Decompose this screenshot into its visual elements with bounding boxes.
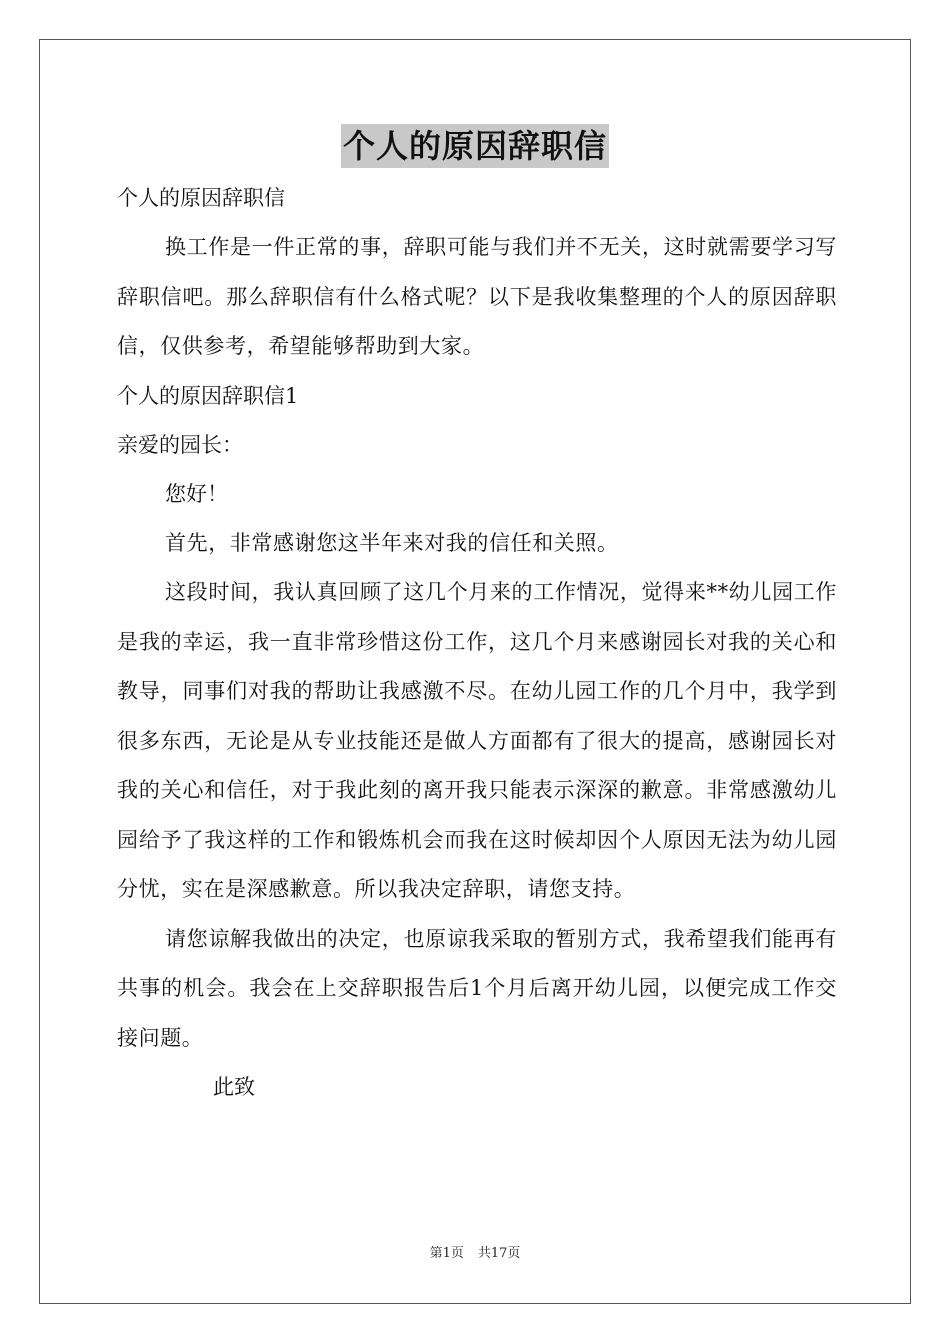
salutation: 亲爱的园长： (117, 432, 243, 457)
intro-paragraph: 换工作是一件正常的事，辞职可能与我们并不无关，这时就需要学习写辞职信吧。那么辞职信有什么格式呢？以下是我收集整理的个人的原因辞职信，仅供参考，希望能够帮助到大家。 (117, 235, 837, 358)
section-heading: 个人的原因辞职信1 (117, 383, 299, 408)
body-paragraph-1: 首先，非常感谢您这半年来对我的信任和关照。 (165, 530, 619, 555)
page-total: 共17页 (477, 1246, 521, 1261)
greeting: 您好！ (165, 481, 228, 506)
document-body (117, 174, 837, 1112)
page-number: 第1页 (429, 1246, 464, 1261)
body-paragraph-3: 请您谅解我做出的决定，也原谅我采取的暂别方式，我希望我们能再有共事的机会。我会在上交辞职报告后1个月后离开幼儿园，以便完成工作交接问题。 (117, 926, 837, 1050)
closing: 此致 (213, 1075, 255, 1099)
document-title: 个人的原因辞职信 (341, 124, 609, 168)
title-container (0, 124, 950, 168)
subtitle: 个人的原因辞职信 (117, 186, 285, 210)
body-paragraph-2: 这段时间，我认真回顾了这几个月来的工作情况，觉得来**幼儿园工作是我的幸运，我一直非常珍惜这份工作，这几个月来感谢园长对我的关心和教导，同事们对我的帮助让我感激不尽。在幼儿园工作的几个月中，我学到很多东西，无论是从专业技能还是做人方面都有了很大的提高，感谢园长对我的关心和信任，对于我此刻的离开我只能表示深深的歉意。非常感激幼儿园给予了我这样的工作和锻炼机会而我在这时候却因个人原因无法为幼儿园分忧，实在是深感歉意。所以我决定辞职，请您支持。 (117, 580, 837, 901)
page-footer (0, 1245, 950, 1263)
